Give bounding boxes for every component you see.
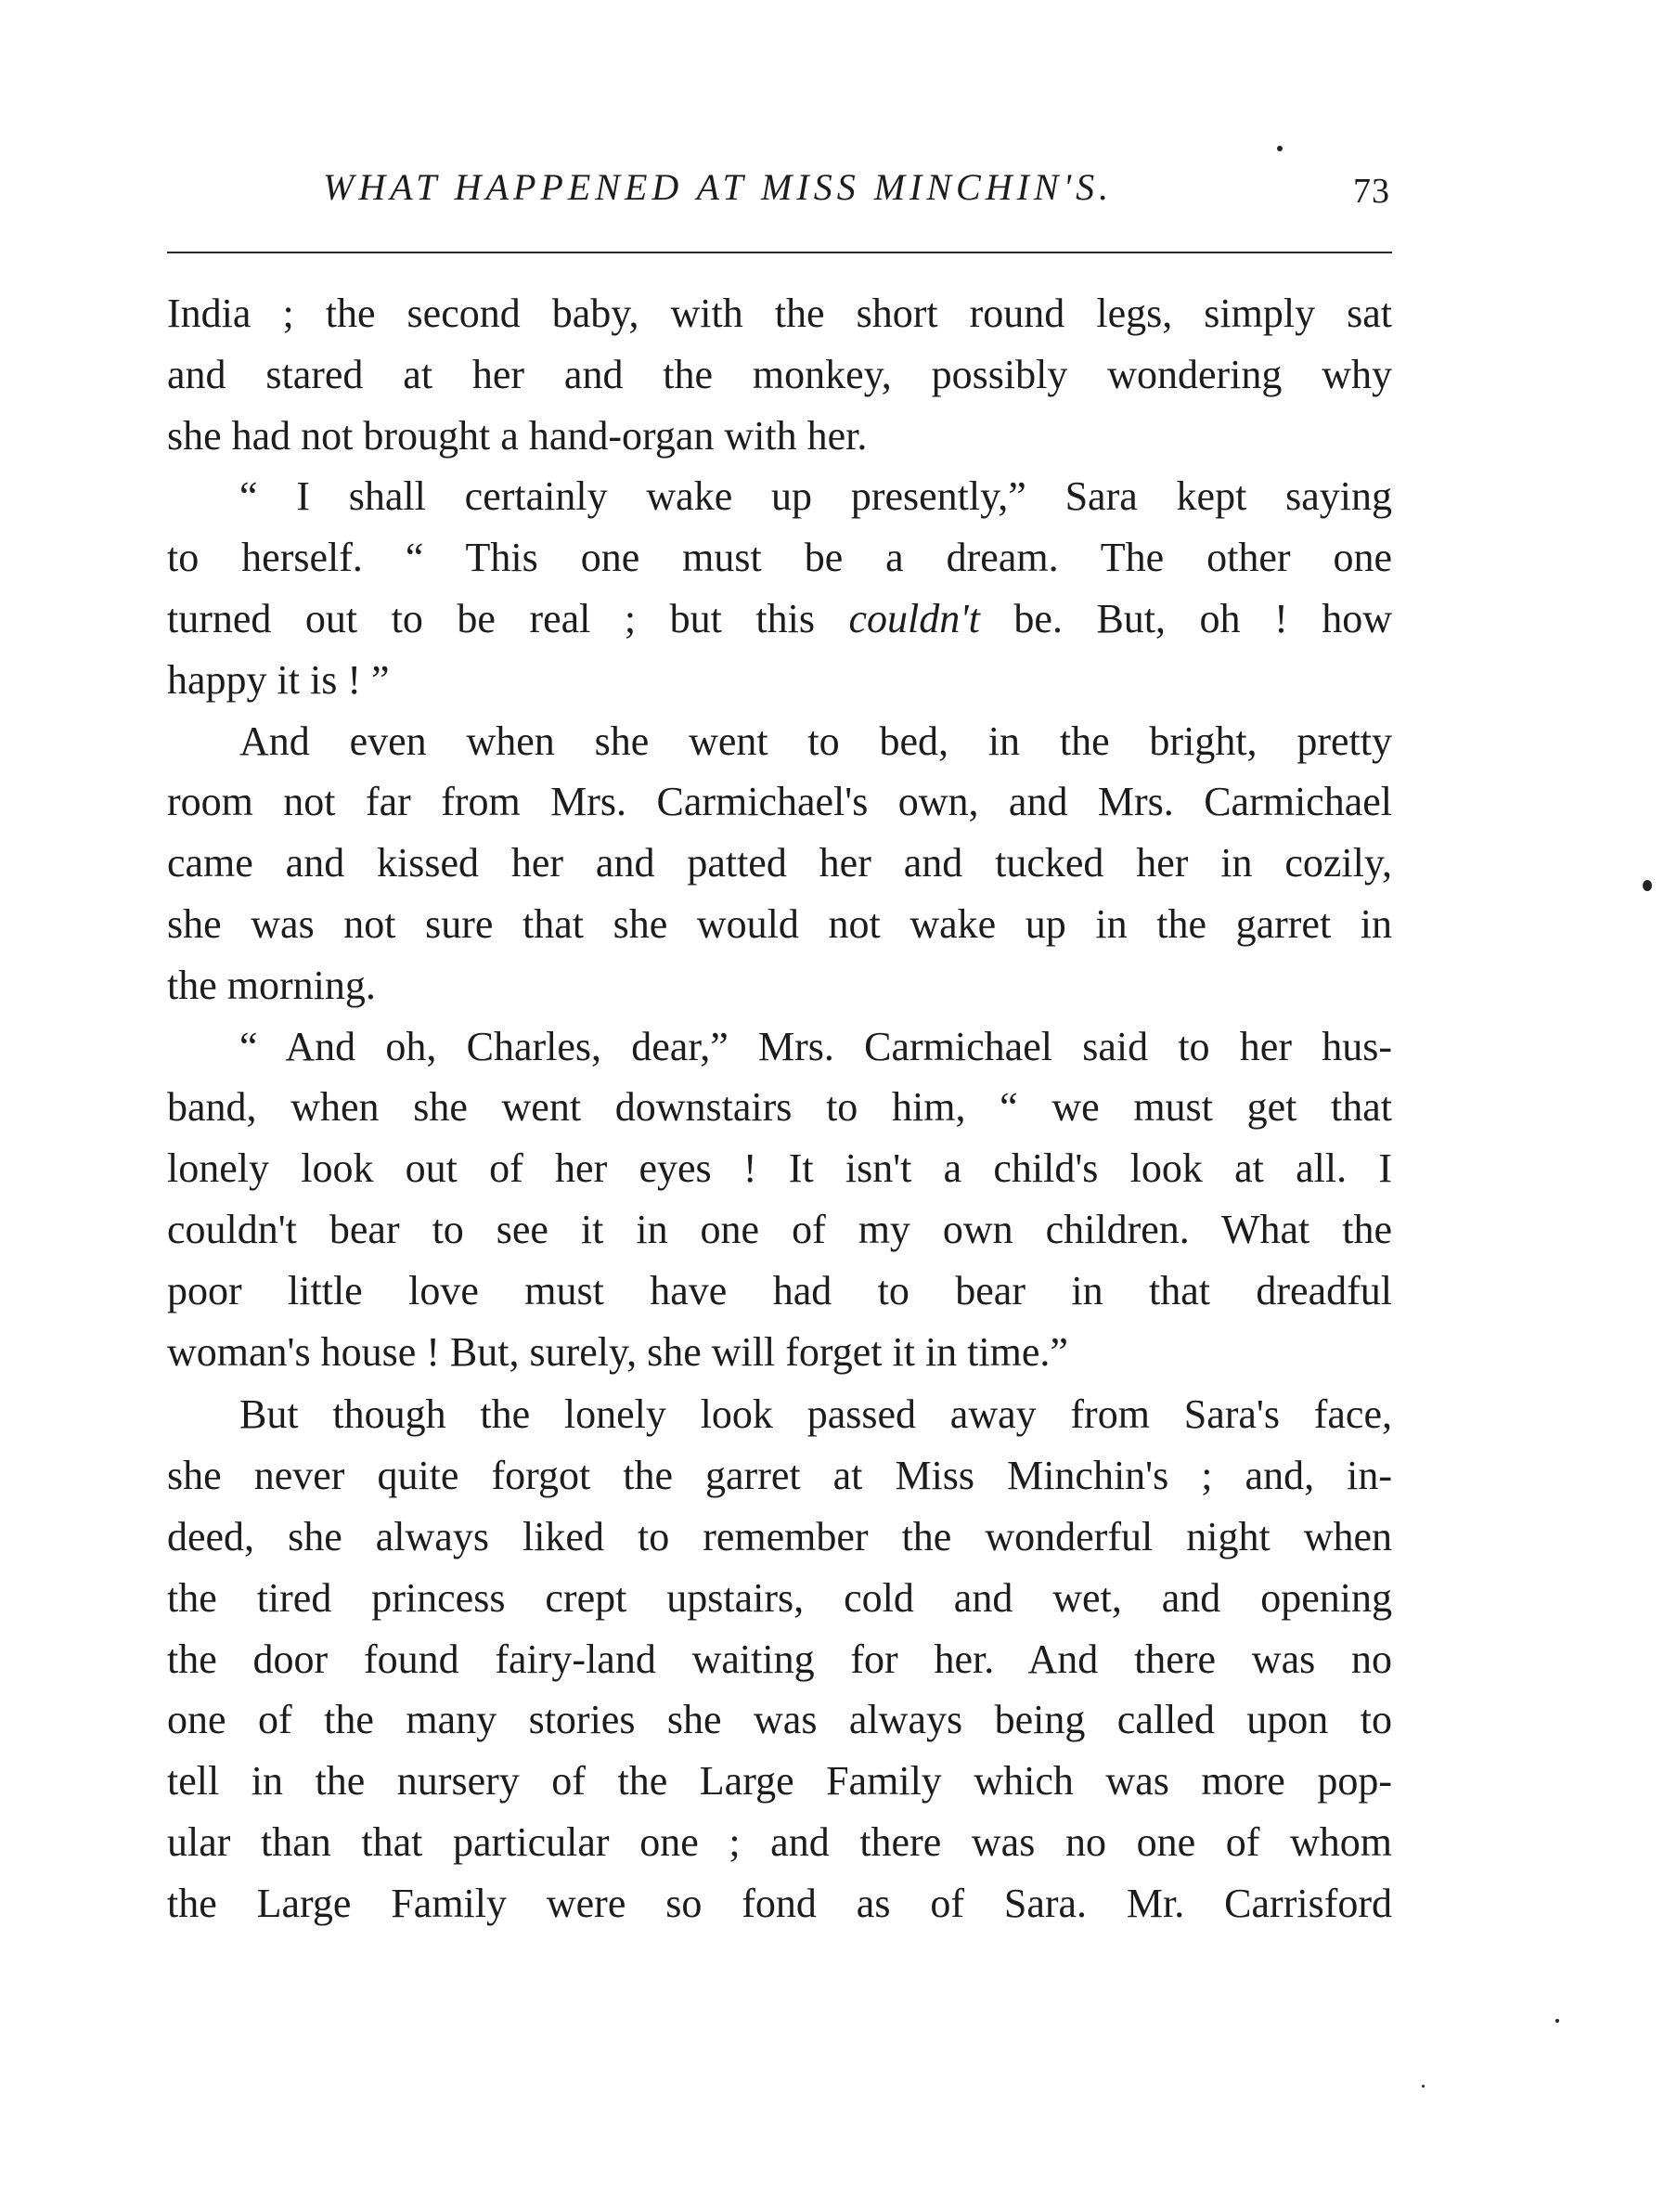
text-run: turned out to be real ; but this [167, 595, 849, 641]
text-line: the morning. [167, 962, 376, 1008]
header-rule [167, 252, 1392, 253]
text-line: ular than that particular one ; and there was no one of whom [167, 1818, 1392, 1865]
text-line: And even when she went to bed, in the bright, pretty [239, 718, 1392, 764]
ink-speck [1422, 2085, 1425, 2088]
ink-speck [1643, 880, 1652, 891]
text-line: she was not sure that she would not wake up in the garret in [167, 900, 1392, 947]
text-line: band, when she went downstairs to him, “ we must get that [167, 1084, 1392, 1131]
text-line: the tired princess crept upstairs, cold and wet, and opening [167, 1574, 1392, 1621]
text-line: But though the lonely look passed away from Sara's face, [239, 1391, 1392, 1438]
text-line: one of the many stories she was always being called upon to [167, 1697, 1392, 1743]
text-line: woman's house ! But, surely, she will forget it in time.” [167, 1328, 1068, 1375]
text-line: the Large Family were so fond as of Sara. Mr. Carrisford [167, 1880, 1392, 1926]
text-line: couldn't bear to see it in one of my own children. What the [167, 1206, 1392, 1252]
page-number: 73 [1353, 172, 1390, 211]
text-run: be. But, oh ! how [979, 595, 1392, 641]
text-line: she never quite forgot the garret at Miss Minchin's ; and, in- [167, 1453, 1392, 1499]
text-line: India ; the second baby, with the short round legs, simply sat [167, 291, 1392, 336]
text-line: she had not brought a hand-organ with her. [167, 412, 868, 459]
text-line: “ I shall certainly wake up presently,” Sara kept saying [239, 473, 1392, 520]
body-text [167, 283, 1392, 1934]
text-line [167, 589, 1392, 650]
text-line: came and kissed her and patted her and tucked her in cozily, [167, 840, 1392, 886]
text-line: happy it is ! ” [167, 656, 390, 703]
italic-word: couldn't [848, 595, 980, 641]
text-line: poor little love must have had to bear in that dreadful [167, 1267, 1392, 1313]
text-line: tell in the nursery of the Large Family which was more pop- [167, 1758, 1392, 1805]
running-head [167, 165, 1392, 230]
ink-speck [1277, 146, 1283, 151]
running-title: WHAT HAPPENED AT MISS MINCHIN'S. [323, 166, 1114, 208]
text-line: to herself. “ This one must be a dream. The other one [167, 535, 1392, 581]
text-line: deed, she always liked to remember the wonderful night when [167, 1513, 1392, 1559]
text-line: room not far from Mrs. Carmichael's own, and Mrs. Carmichael [167, 779, 1392, 825]
text-line: “ And oh, Charles, dear,” Mrs. Carmichael said to her hus- [239, 1023, 1392, 1069]
text-line: lonely look out of her eyes ! It isn't a child's look at all. I [167, 1145, 1392, 1192]
text-line: and stared at her and the monkey, possibly wondering why [167, 351, 1392, 397]
ink-speck [1555, 2019, 1559, 2023]
text-line: the door found fairy-land waiting for her. And there was no [167, 1636, 1392, 1682]
